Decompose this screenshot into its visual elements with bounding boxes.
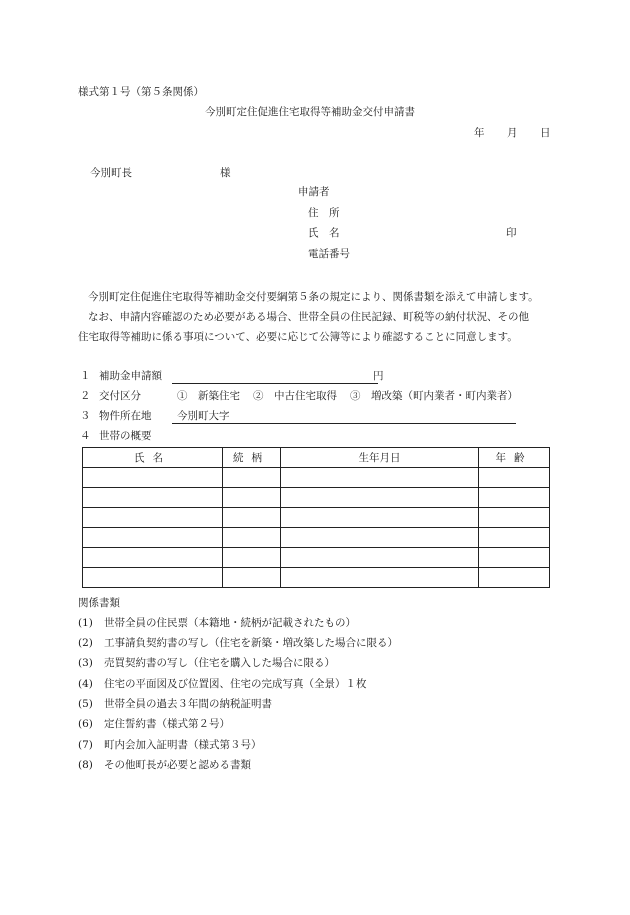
addressee-honorific: 様 [220,167,231,179]
body-text-line-1: 今別町定住促進住宅取得等補助金交付要綱第５条の規定により、関係書類を添えて申請します。 [88,291,539,303]
category-option-new: ① 新築住宅 [177,390,240,402]
cell-name[interactable] [83,508,223,528]
list-item-number: (6) [78,718,93,730]
list-item: 売買契約書の写し（住宅を購入した場合に限る） [104,657,335,669]
page-title: 今別町定住促進住宅取得等補助金交付申請書 [205,106,415,118]
item-1-number: １ [80,370,91,382]
item-4-label: 世帯の概要 [99,430,152,442]
amount-underline [172,383,378,384]
list-item: 町内会加入証明書（様式第３号） [104,739,262,751]
cell-name[interactable] [83,468,223,488]
item-3-label: 物件所在地 [99,410,152,422]
seal-mark: 印 [506,227,517,239]
cell-age[interactable] [479,468,550,488]
household-table [82,447,550,588]
item-3-number: ３ [80,410,91,422]
documents-heading: 関係書類 [78,597,120,609]
amount-unit: 円 [373,370,384,382]
header-name: 氏名 [83,448,223,468]
item-4-number: ４ [80,430,91,442]
table-row [83,468,550,488]
table-row [83,528,550,548]
body-text-line-2: なお、申請内容確認のため必要がある場合、世帯全員の住民記録、町税等の納付状況、その他 [88,311,529,323]
list-item-number: (7) [78,739,93,751]
list-item-number: (2) [78,637,93,649]
header-birthdate: 生年月日 [281,448,479,468]
cell-birthdate[interactable] [281,488,479,508]
cell-relation[interactable] [223,568,281,588]
location-underline [172,423,516,424]
household-table-header [83,448,550,468]
cell-name[interactable] [83,568,223,588]
list-item: 住宅の平面図及び位置図、住宅の完成写真（全景）１枚 [104,678,367,690]
list-item-number: (8) [78,759,93,771]
cell-name[interactable] [83,528,223,548]
form-number: 様式第１号（第５条関係） [78,86,204,98]
list-item: 世帯全員の住民票（本籍地・続柄が記載されたもの） [104,617,356,629]
applicant-phone-label: 電話番号 [308,248,350,260]
cell-name[interactable] [83,488,223,508]
cell-name[interactable] [83,548,223,568]
table-row [83,548,550,568]
category-option-renovation: ③ 増改築（町内業者・町内業者） [350,390,518,402]
date-month-label: 月 [507,127,518,139]
table-row [83,568,550,588]
list-item: その他町長が必要と認める書類 [104,759,251,771]
list-item-number: (4) [78,678,93,690]
cell-age[interactable] [479,548,550,568]
item-2-number: ２ [80,390,91,402]
list-item: 工事請負契約書の写し（住宅を新築・増改築した場合に限る） [104,637,398,649]
list-item: 定住誓約書（様式第２号） [104,718,230,730]
cell-relation[interactable] [223,508,281,528]
cell-relation[interactable] [223,488,281,508]
applicant-name-label: 氏 名 [308,227,340,239]
cell-birthdate[interactable] [281,568,479,588]
applicant-label: 申請者 [298,186,330,198]
cell-relation[interactable] [223,548,281,568]
cell-relation[interactable] [223,468,281,488]
header-relation: 続柄 [223,448,281,468]
cell-birthdate[interactable] [281,468,479,488]
list-item: 世帯全員の過去３年間の納税証明書 [104,698,272,710]
table-row [83,488,550,508]
cell-birthdate[interactable] [281,508,479,528]
item-2-label: 交付区分 [99,390,141,402]
cell-age[interactable] [479,488,550,508]
cell-age[interactable] [479,508,550,528]
date-day-label: 日 [540,127,551,139]
header-age: 年齢 [479,448,550,468]
addressee-name: 今別町長 [90,167,132,179]
list-item-number: (3) [78,657,93,669]
cell-birthdate[interactable] [281,548,479,568]
body-text-line-3: 住宅取得等補助に係る事項について、必要に応じて公簿等により確認することに同意します。 [78,331,518,343]
list-item-number: (5) [78,698,93,710]
category-option-used: ② 中古住宅取得 [253,390,337,402]
cell-age[interactable] [479,528,550,548]
list-item-number: (1) [78,617,93,629]
date-year-label: 年 [474,127,485,139]
item-1-label: 補助金申請額 [99,370,162,382]
cell-age[interactable] [479,568,550,588]
table-row [83,508,550,528]
cell-birthdate[interactable] [281,528,479,548]
applicant-address-label: 住 所 [308,207,340,219]
cell-relation[interactable] [223,528,281,548]
location-value: 今別町大字 [177,410,230,422]
